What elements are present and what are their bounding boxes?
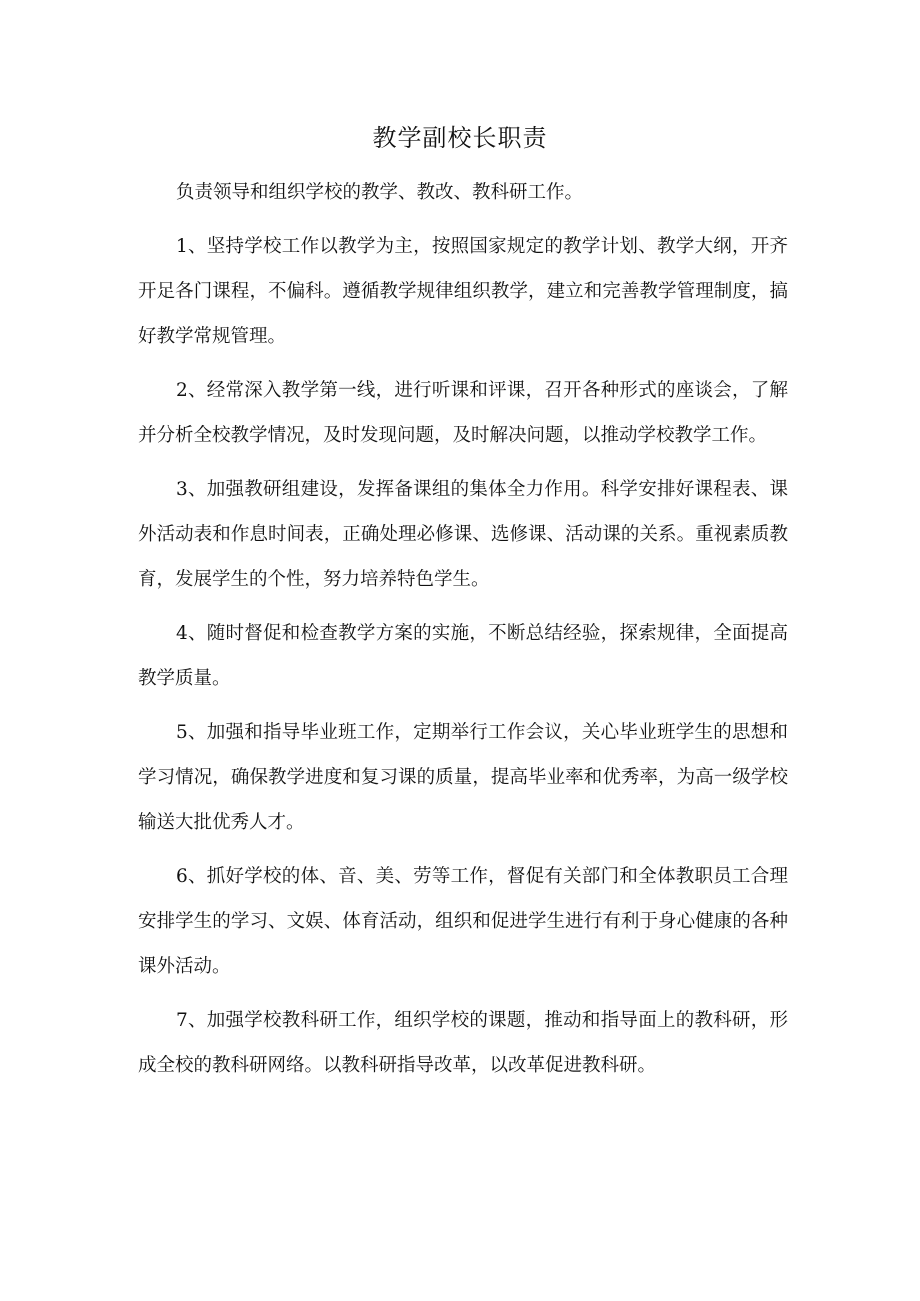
document-title: 教学副校长职责 <box>372 124 548 152</box>
document-body <box>138 170 788 1097</box>
paragraph-item-6: 6、抓好学校的体、音、美、劳等工作，督促有关部门和全体教职员工合理安排学生的学习、文娱、体育活动，组织和促进学生进行有利于身心健康的各种课外活动。 <box>138 866 788 977</box>
paragraph-item-2: 2、经常深入教学第一线，进行听课和评课，召开各种形式的座谈会，了解并分析全校教学情况，及时发现问题，及时解决问题，以推动学校教学工作。 <box>138 380 788 446</box>
paragraph-item-5: 5、加强和指导毕业班工作，定期举行工作会议，关心毕业班学生的思想和学习情况，确保教学进度和复习课的质量，提高毕业率和优秀率，为高一级学校输送大批优秀人才。 <box>138 722 788 833</box>
paragraph-item-3: 3、加强教研组建设，发挥备课组的集体全力作用。科学安排好课程表、课外活动表和作息时间表，正确处理必修课、选修课、活动课的关系。重视素质教育，发展学生的个性，努力培养特色学生。 <box>138 479 788 590</box>
paragraph-intro: 负责领导和组织学校的教学、教改、教科研工作。 <box>176 182 584 203</box>
paragraph-item-7: 7、加强学校教科研工作，组织学校的课题，推动和指导面上的教科研，形成全校的教科研网络。以教科研指导改革，以改革促进教科研。 <box>138 1010 788 1076</box>
paragraph-item-4: 4、随时督促和检查教学方案的实施，不断总结经验，探索规律，全面提高教学质量。 <box>138 623 788 689</box>
paragraph-item-1: 1、坚持学校工作以教学为主，按照国家规定的教学计划、教学大纲，开齐开足各门课程，不偏科。遵循教学规律组织教学，建立和完善教学管理制度，搞好教学常规管理。 <box>138 236 788 347</box>
